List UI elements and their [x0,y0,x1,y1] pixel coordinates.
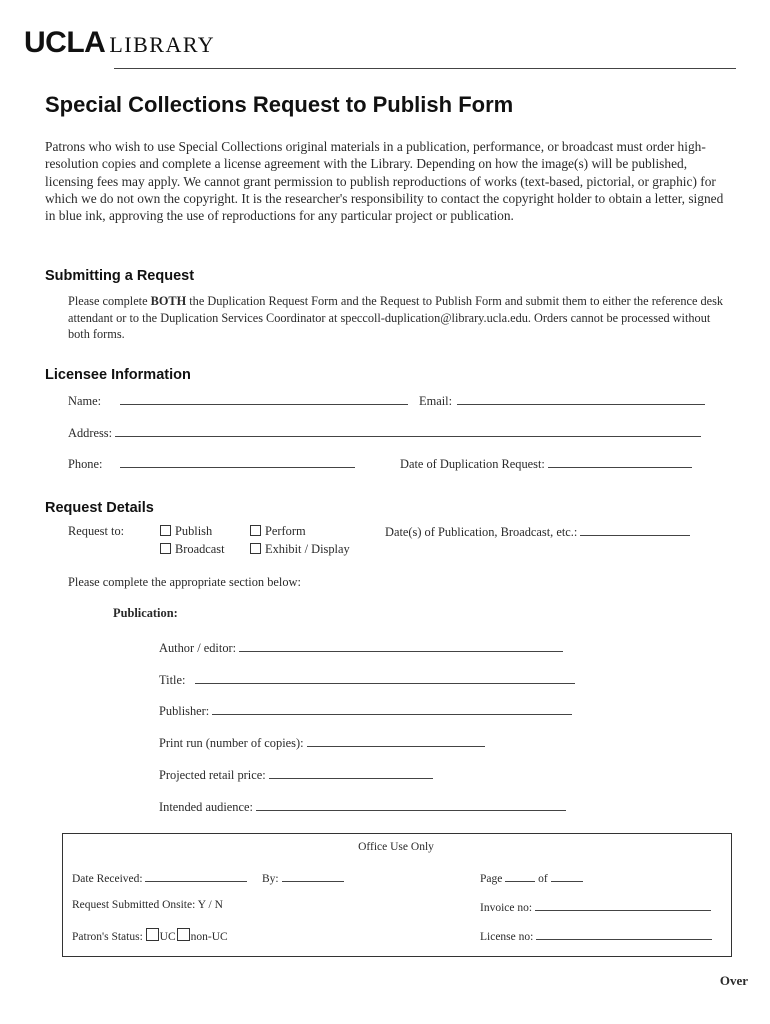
date-duplication-field[interactable] [400,456,692,472]
publish-checkbox[interactable] [160,525,171,536]
submitting-text-bold: BOTH [150,294,187,308]
publish-label: Publish [175,524,213,538]
date-received-line[interactable] [145,870,247,882]
publisher-field[interactable] [159,703,572,719]
name-line[interactable] [120,393,408,405]
section-instruction: Please complete the appropriate section below: [68,575,301,589]
perform-option[interactable] [250,524,306,539]
address-field[interactable] [68,425,701,441]
email-label: Email: [419,394,453,408]
invoice-field[interactable] [480,899,711,914]
page-total-line[interactable] [551,870,583,882]
phone-field[interactable] [68,456,355,472]
title-field[interactable] [159,672,575,688]
page-field[interactable] [480,870,583,885]
publication-dates-line[interactable] [580,524,690,536]
by-label: By: [262,873,279,885]
date-duplication-label: Date of Duplication Request: [400,457,545,471]
non-uc-label: non-UC [190,931,228,943]
publication-dates-label: Date(s) of Publication, Broadcast, etc.: [385,525,578,539]
invoice-line[interactable] [535,899,711,911]
exhibit-label: Exhibit / Display [265,542,350,556]
publication-heading: Publication: [113,606,178,620]
licensee-heading: Licensee Information [45,367,191,383]
print-run-label: Print run (number of copies): [159,736,304,750]
perform-checkbox[interactable] [250,525,261,536]
page-line[interactable] [505,870,535,882]
date-duplication-line[interactable] [548,456,692,468]
license-field[interactable] [480,928,712,943]
title-label: Title: [159,673,186,687]
uc-label: UC [159,931,176,943]
audience-label: Intended audience: [159,800,253,814]
patron-status-field [72,928,228,943]
license-line[interactable] [536,928,712,940]
by-line[interactable] [282,870,344,882]
audience-field[interactable] [159,799,566,815]
name-field[interactable] [68,393,408,409]
submitting-paragraph [68,293,728,343]
patron-status-label: Patron's Status: [72,931,143,943]
header-rule [114,68,736,69]
request-heading: Request Details [45,500,154,516]
request-to-label: Request to: [68,524,125,538]
email-field[interactable] [419,393,705,409]
intro-paragraph: Patrons who wish to use Special Collections original materials in a publication, performance, or broadcast must order high-resolution copies and complete a license agreement with the Library. Depending on how the image(s) will be published, licensing fees may apply. We cannot grant permission to publish reproductions of works (text-based, pictorial, or graphic) for which we do not own the copyright. It is the researcher's responsibility to contact the copyright holder to obtain a letter, signed in blue ink, approving the use of reproductions for any particular project or publication. [45,139,724,224]
publication-dates-field[interactable] [385,524,690,540]
date-received-label: Date Received: [72,873,143,885]
broadcast-label: Broadcast [175,542,225,556]
submitting-text-before: Please complete [68,294,151,308]
exhibit-option[interactable] [250,542,350,557]
date-received-field[interactable] [72,870,247,885]
onsite-options[interactable]: Y / N [197,899,223,911]
address-line[interactable] [115,425,701,437]
logo-ucla-text: UCLA [24,26,106,59]
phone-line[interactable] [120,456,355,468]
logo-library-text: LIBRARY [109,32,216,57]
office-heading: Office Use Only [358,841,434,853]
broadcast-option[interactable] [160,542,225,557]
onsite-field [72,899,223,911]
print-run-field[interactable] [159,735,485,751]
of-label: of [538,873,548,885]
publish-option[interactable] [160,524,212,539]
exhibit-checkbox[interactable] [250,543,261,554]
over-indicator: Over [719,973,748,988]
invoice-label: Invoice no: [480,902,533,914]
author-label: Author / editor: [159,641,237,655]
broadcast-checkbox[interactable] [160,543,171,554]
submitting-text-after: the Duplication Request Form and the Request to Publish Form and submit them to either the reference desk attendant or to the Duplication Services Coordinator at speccoll-duplication@library.ucla.edu. Orders cannot be processed without both forms. [68,294,724,341]
author-field[interactable] [159,640,563,656]
audience-line[interactable] [256,799,566,811]
ucla-library-logo [24,26,215,62]
non-uc-checkbox[interactable] [177,928,190,941]
title-line[interactable] [195,672,575,684]
license-label: License no: [480,931,534,943]
page-label: Page [480,873,503,885]
uc-checkbox[interactable] [146,928,159,941]
perform-label: Perform [265,524,306,538]
address-label: Address: [68,426,113,440]
author-line[interactable] [239,640,563,652]
email-line[interactable] [457,393,705,405]
publisher-line[interactable] [212,703,572,715]
submitting-heading: Submitting a Request [45,268,195,284]
page-title: Special Collections Request to Publish Form [45,92,514,117]
phone-label: Phone: [68,457,103,471]
print-run-line[interactable] [307,735,485,747]
retail-price-label: Projected retail price: [159,768,266,782]
retail-price-line[interactable] [269,767,433,779]
by-field[interactable] [262,870,344,885]
onsite-label: Request Submitted Onsite: [72,899,196,911]
publisher-label: Publisher: [159,704,210,718]
retail-price-field[interactable] [159,767,433,783]
name-label: Name: [68,394,102,408]
